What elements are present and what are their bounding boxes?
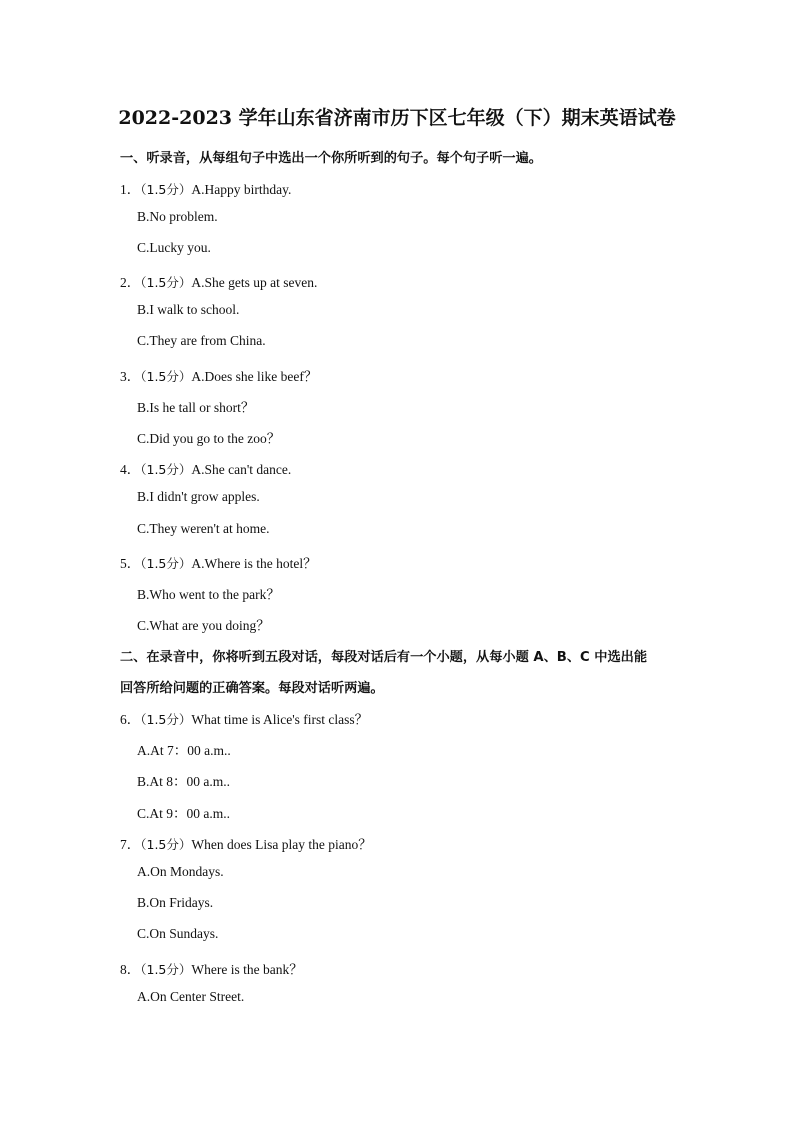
question-number: 7．: [120, 837, 141, 852]
question-stem: A.Happy birthday.: [191, 182, 292, 197]
option: C.They are from China.: [137, 333, 266, 348]
option: B.I walk to school.: [137, 302, 240, 317]
question-stem: A.She gets up at seven.: [191, 275, 318, 290]
question-number: 4．: [120, 462, 141, 477]
question-number: 3．: [120, 369, 141, 384]
section-2-heading-line-1: 二、在录音中，你将听到五段对话，每段对话后有一个小题，从每小题 A、B、C 中选出能: [120, 650, 648, 665]
question-4: [120, 458, 291, 478]
question-3: [120, 365, 317, 385]
option: C.They weren't at home.: [137, 521, 270, 536]
option: A.On Center Street.: [137, 989, 245, 1004]
question-stem: A.She can't dance.: [191, 462, 292, 477]
page-title: 2022-2023 学年山东省济南市历下区七年级（下）期末英语试卷: [118, 107, 676, 129]
option: A.On Mondays.: [137, 864, 224, 879]
question-number: 5．: [120, 556, 141, 571]
option: C.Lucky you.: [137, 240, 211, 255]
question-number: 2．: [120, 275, 141, 290]
option: B.Who went to the park？: [137, 587, 280, 602]
option: C.What are you doing？: [137, 618, 270, 633]
option: B.Is he tall or short？: [137, 400, 255, 415]
option: C.On Sundays.: [137, 926, 219, 941]
question-score: （1.5分）: [140, 556, 192, 571]
question-stem: When does Lisa play the piano？: [191, 837, 372, 852]
option: C.Did you go to the zoo？: [137, 431, 281, 446]
question-stem: A.Does she like beef？: [191, 369, 318, 384]
question-7: [120, 833, 372, 853]
option: A.At 7：00 a.m..: [137, 743, 231, 758]
option: B.At 8：00 a.m..: [137, 774, 230, 789]
question-2: [120, 271, 317, 291]
option: C.At 9：00 a.m..: [137, 806, 230, 821]
question-score: （1.5分）: [140, 837, 192, 852]
question-number: 6．: [120, 712, 141, 727]
question-score: （1.5分）: [140, 462, 192, 477]
section-2-heading-line-2: 回答所给问题的正确答案。每段对话听两遍。: [120, 681, 384, 696]
question-score: （1.5分）: [140, 369, 192, 384]
option: B.On Fridays.: [137, 895, 214, 910]
question-score: （1.5分）: [140, 182, 192, 197]
section-1-heading: 一、听录音，从每组句子中选出一个你所听到的句子。每个句子听一遍。: [120, 151, 542, 166]
question-stem: What time is Alice's first class？: [191, 712, 369, 727]
question-score: （1.5分）: [140, 712, 192, 727]
option: B.No problem.: [137, 209, 218, 224]
question-5: [120, 552, 317, 572]
question-score: （1.5分）: [140, 962, 192, 977]
question-stem: Where is the bank？: [191, 962, 303, 977]
question-6: [120, 708, 368, 728]
question-stem: A.Where is the hotel？: [191, 556, 317, 571]
question-8: [120, 958, 303, 978]
question-number: 1．: [120, 182, 141, 197]
question-1: [120, 178, 291, 198]
question-number: 8．: [120, 962, 141, 977]
option: B.I didn't grow apples.: [137, 489, 260, 504]
question-score: （1.5分）: [140, 275, 192, 290]
